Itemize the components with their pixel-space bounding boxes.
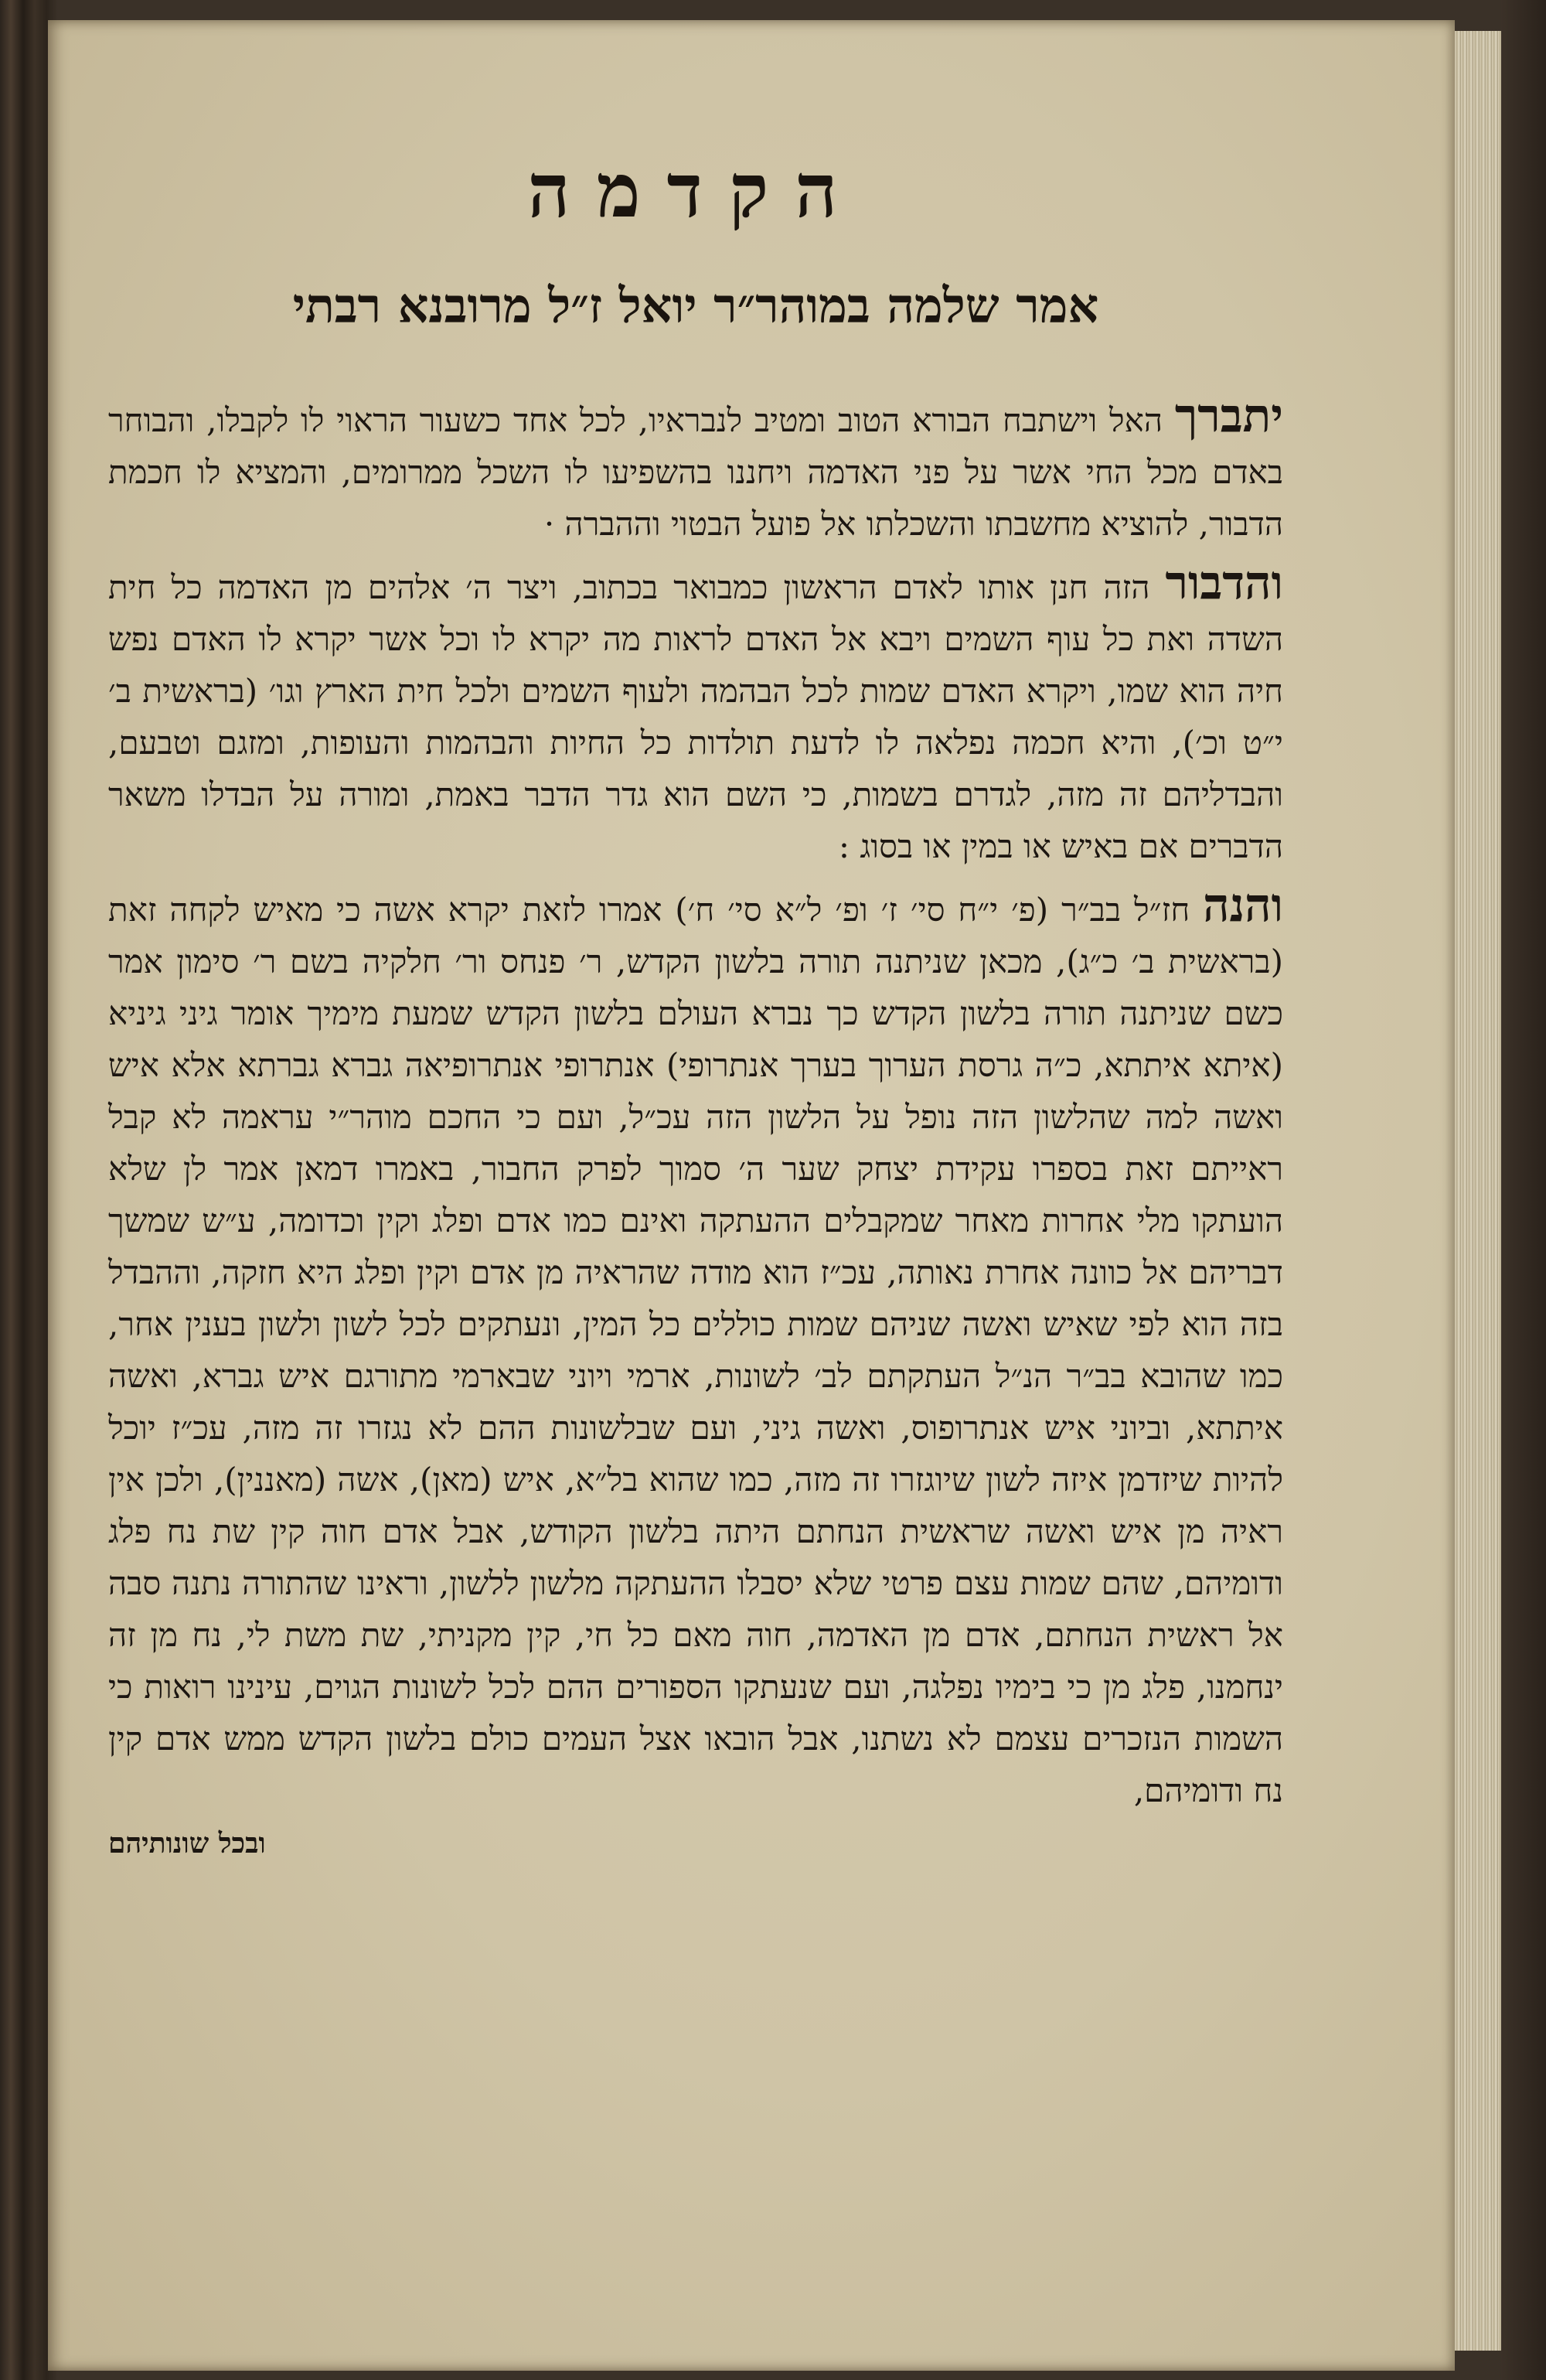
paragraph-2	[108, 557, 1283, 872]
catchword: ובכל שונותיהם	[108, 1827, 266, 1860]
paragraph-2-text: הזה חנן אותו לאדם הראשון כמבואר בכתוב, ויצר ה׳ אלהים מן האדמה כל חית השדה ואת כל עוף השמים ויבא אל האדם לראות מה יקרא לו וכל אשר יקרא לו האדם נפש חיה הוא שמו, ויקרא האדם שמות לכל הבהמה ולעוף השמים ולכל חית הארץ וגו׳ (בראשית ב׳ י״ט וכ׳), והיא חכמה נפלאה לו לדעת תולדות כל החיות והבהמות והעופות, ומזגם וטבעם, והבדליהם זה מזה, לגדרם בשמות, כי השם הוא גדר הדבר באמת, ומורה על הבדלו משאר הדברים אם באיש או במין או בסוג :	[108, 568, 1283, 865]
paragraph-3	[108, 880, 1283, 1816]
page-content	[108, 116, 1283, 1860]
paragraph-1	[108, 390, 1283, 550]
paragraph-1-lead-word: יתברך	[1174, 389, 1283, 443]
book-cover-edge	[1501, 0, 1546, 2380]
paragraph-3-lead-word: והנה	[1203, 878, 1283, 933]
page-edges	[1455, 31, 1501, 2351]
page-title: הקדמה	[527, 147, 864, 234]
paragraph-1-text: האל וישתבח הבורא הטוב ומטיב לנבראיו, לכל אחד כשעור הראוי לו לקבלו, והבוחר באדם מכל החי אשר על פני האדמה ויחננו בהשפיעו לו השכל ממרומים, והמציא לו חכמת הדבור, להוציא מחשבתו והשכלתו אל פועל הבטוי וההברה ·	[108, 401, 1283, 543]
paragraph-2-lead-word: והדבור	[1165, 556, 1283, 610]
page-subtitle: אמר שלמה במוהר״ר יואל ז״ל מרובנא רבתי	[292, 278, 1099, 334]
paragraph-3-text: חז״ל בב״ר (פ׳ י״ח סי׳ ז׳ ופ׳ ל״א סי׳ ח׳) אמרו לזאת יקרא אשה כי מאיש לקחה זאת (בראשית ב׳ כ״ג), מכאן שניתנה תורה בלשון הקדש, ר׳ פנחס ור׳ חלקיה בשם ר׳ סימון אמר כשם שניתנה תורה בלשון הקדש כך נברא העולם בלשון הקדש שמעת מימיך אומר גיני גיניא (איתא איתתא, כ״ה גרסת הערוך בערך אנתרופי) אנתרופי אנתרופיאה גברא גברתא אלא איש ואשה למה שהלשון הזה נופל על הלשון הזה עכ״ל, ועם כי החכם מוהר״י עראמה לא קבל ראייתם זאת בספרו עקידת יצחק שער ה׳ סמוך לפרק החבור, באמרו דמאן אמר לן שלא הועתקו מלי אחרות מאחר שמקבלים ההעתקה ואינם כמו אדם ופלג וקין וכדומה, ע״ש שמשך דבריהם אל כוונה אחרת נאותה, עכ״ז הוא מודה שהראיה מן אדם וקין ופלג היא חזקה, וההבדל בזה הוא לפי שאיש ואשה שניהם שמות כוללים כל המין, ונעתקים לכל לשון ולשון בענין אחר, כמו שהובא בב״ר הנ״ל העתקתם לב׳ לשונות, ארמי ויוני שבארמי מתורגם איש גברא, ואשה איתתא, וביוני איש אנתרופוס, ואשה גיני, ועם שבלשונות ההם לא נגזרו זה מזה, עכ״ז יוכל להיות שיזדמן איזה לשון שיוגזרו זה מזה, כמו שהוא בל״א, איש (מאן), אשה (מאננין), ולכן אין ראיה מן איש ואשה שראשית הנחתם היתה בלשון הקודש, אבל אדם חוה קין שת נח פלג ודומיהם, שהם שמות עצם פרטי שלא יסבלו ההעתקה מלשון ללשון, וראינו שהתורה נתנה סבה אל ראשית הנחתם, אדם מן האדמה, חוה מאם כל חי, קין מקניתי, שת משת לי, נח מן זה ינחמנו, פלג מן כי בימיו נפלגה, ועם שנעתקו הספורים ההם לכל לשונות הגוים, עינינו רואות כי השמות הנזכרים עצמם לא נשתנו, אבל הובאו אצל העמים כולם בלשון הקדש ממש אדם קין נח ודומיהם,	[108, 891, 1283, 1809]
